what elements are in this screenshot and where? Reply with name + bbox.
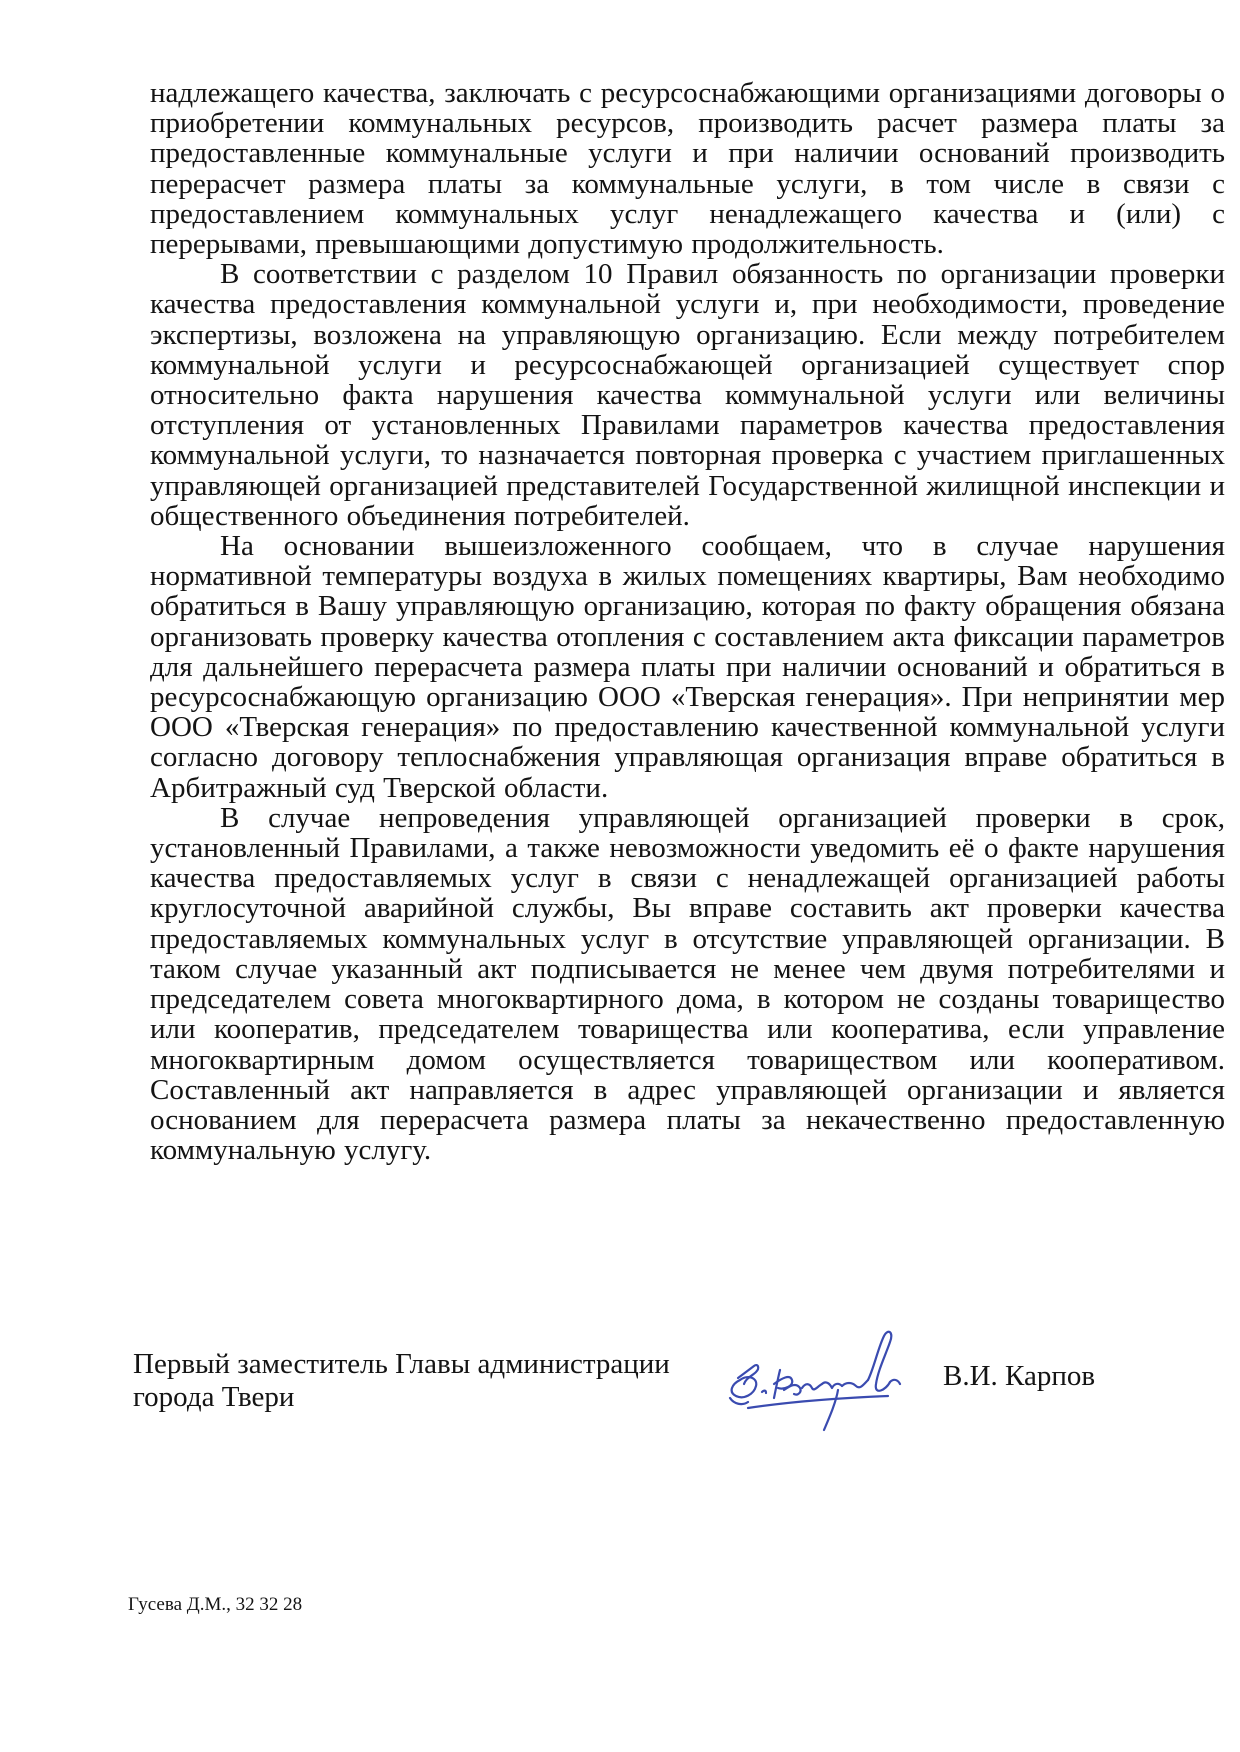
signer-title [133,1348,733,1414]
signer-name: В.И. Карпов [943,1360,1096,1392]
paragraph-inspection-act: В случае непроведения управляющей организацией проверки в срок, установленный Правилами, а также невозможности уведомить её о факте нарушения качества предоставляемых услуг в связи с ненадлежащей организацией работы круглосуточной аварийной службы, Вы вправе составить акт проверки качества предоставляемых коммунальных услуг в отсутствие управляющей организации. В таком случае указанный акт подписывается не менее чем двумя потребителями и председателем совета многоквартирного дома, в котором не созданы товарищество или кооператив, председателем товарищества или кооператива, если управление многоквартирным домом осуществляется товариществом или кооперативом. Составленный акт направляется в адрес управляющей организации и является основанием для перерасчета размера платы за некачественно предоставленную коммунальную услугу. [150,801,1225,1167]
handwritten-signature-icon [718,1318,928,1438]
signer-title-line-2: города Твери [133,1381,295,1413]
signature-block [133,1348,1133,1458]
paragraph-continuation: надлежащего качества, заключать с ресурсоснабжающими организациями договоры о приобретении коммунальных ресурсов, производить расчет размера платы за предоставленные коммунальные услуги и при наличии оснований производить перерасчет размера платы за коммунальные услуги, в том числе в связи с предоставлением коммунальных услуг ненадлежащего качества и (или) с перерывами, превышающими допустимую продолжительность. [150,77,1225,261]
executor-contact: Гусева Д.М., 32 32 28 [128,1594,303,1615]
paragraph-temperature-violation: На основании вышеизложенного сообщаем, что в случае нарушения нормативной температуры воздуха в жилых помещениях квартиры, Вам необходимо обратиться в Вашу управляющую организацию, которая по факту обращения обязана организовать проверку качества отопления с составлением акта фиксации параметров для дальнейшего перерасчета размера платы при наличии оснований и обратиться в ресурсоснабжающую организацию ООО «Тверская генерация». При непринятии мер ООО «Тверская генерация» по предоставлению качественной коммунальной услуги согласно договору теплоснабжения управляющая организация вправе обратиться в Арбитражный суд Тверской области. [150,530,1225,804]
signer-title-line-1: Первый заместитель Главы администрации [133,1348,670,1380]
letter-body [150,78,1225,1165]
paragraph-section-10-rules: В соответствии с разделом 10 Правил обязанность по организации проверки качества предоставления коммунальной услуги и, при необходимости, проведение экспертизы, возложена на управляющую организацию. Если между потребителем коммунальной услуги и ресурсоснабжающей организацией существует спор относительно факта нарушения качества коммунальной услуги или величины отступления от установленных Правилами параметров качества предоставления коммунальной услуги, то назначается повторная проверка с участием приглашенных управляющей организацией представителей Государственной жилищной инспекции и общественного объединения потребителей. [150,258,1225,532]
